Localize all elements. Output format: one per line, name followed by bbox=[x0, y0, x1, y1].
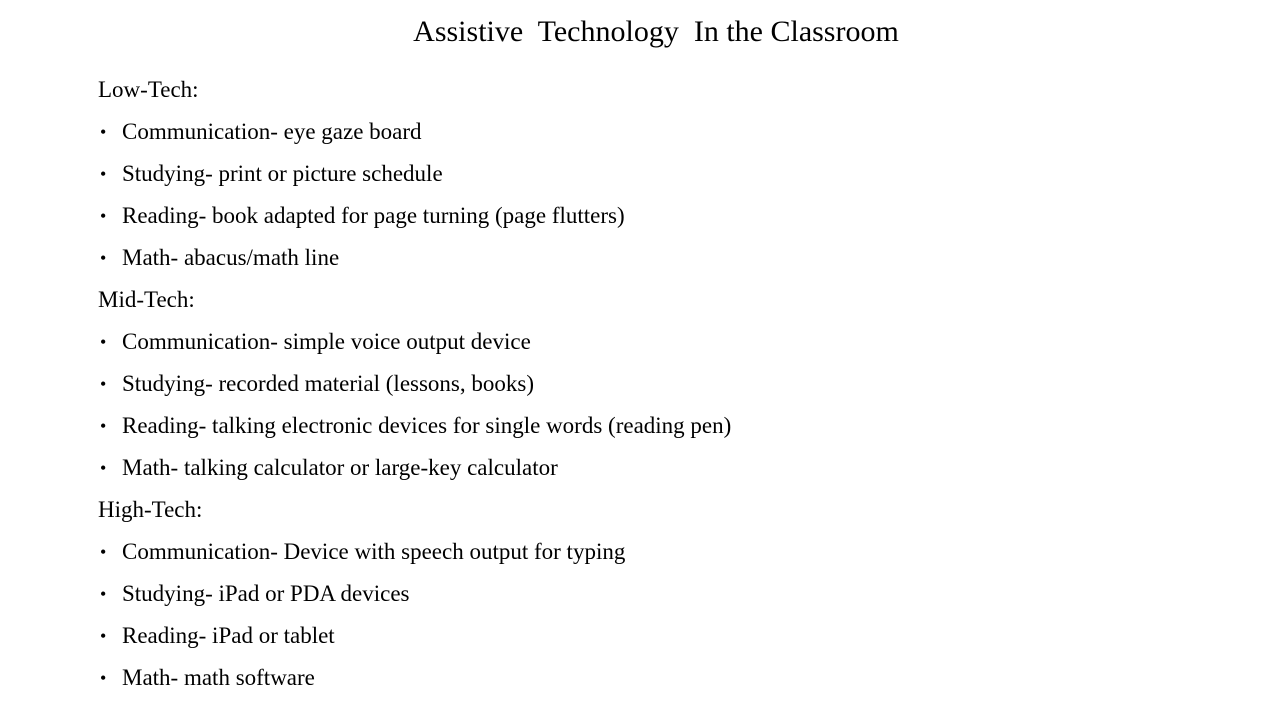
list-item-text: Communication- Device with speech output for typing bbox=[122, 539, 626, 564]
list-item-text: Studying- iPad or PDA devices bbox=[122, 581, 410, 606]
list-item bbox=[98, 111, 1198, 153]
list-item bbox=[98, 195, 1198, 237]
list-item bbox=[98, 363, 1198, 405]
list-item-text: Math- talking calculator or large-key calculator bbox=[122, 455, 558, 480]
list-item bbox=[98, 237, 1198, 279]
list-item bbox=[98, 321, 1198, 363]
list-item-text: Reading- talking electronic devices for single words (reading pen) bbox=[122, 413, 732, 438]
bullet-icon: • bbox=[100, 374, 107, 394]
list-item-text: Reading- book adapted for page turning (page flutters) bbox=[122, 203, 625, 228]
list-item-text: Math- abacus/math line bbox=[122, 245, 340, 270]
list-item-text: Communication- simple voice output device bbox=[122, 329, 531, 354]
list-item bbox=[98, 153, 1198, 195]
bullet-icon: • bbox=[100, 122, 107, 142]
bullet-icon: • bbox=[100, 668, 107, 688]
list-item bbox=[98, 531, 1198, 573]
slide-title: Assistive Technology In the Classroom bbox=[413, 15, 899, 48]
list-item bbox=[98, 573, 1198, 615]
bullet-icon: • bbox=[100, 332, 107, 352]
section-heading-mid-tech: Mid-Tech: bbox=[98, 287, 195, 312]
bullet-icon: • bbox=[100, 542, 107, 562]
list-item bbox=[98, 657, 1198, 699]
section-heading-low-tech: Low-Tech: bbox=[98, 77, 199, 102]
bullet-icon: • bbox=[100, 248, 107, 268]
list-item bbox=[98, 615, 1198, 657]
bullet-icon: • bbox=[100, 626, 107, 646]
bullet-icon: • bbox=[100, 416, 107, 436]
bullet-icon: • bbox=[100, 164, 107, 184]
list-item bbox=[98, 447, 1198, 489]
list-item-text: Studying- print or picture schedule bbox=[122, 161, 443, 186]
list-item-text: Studying- recorded material (lessons, books) bbox=[122, 371, 534, 396]
list-item-text: Math- math software bbox=[122, 665, 315, 690]
list-item-text: Communication- eye gaze board bbox=[122, 119, 422, 144]
slide-content bbox=[98, 69, 1198, 699]
list-item bbox=[98, 405, 1198, 447]
bullet-icon: • bbox=[100, 458, 107, 478]
section-heading-high-tech: High-Tech: bbox=[98, 497, 203, 522]
list-item-text: Reading- iPad or tablet bbox=[122, 623, 335, 648]
bullet-icon: • bbox=[100, 584, 107, 604]
bullet-icon: • bbox=[100, 206, 107, 226]
